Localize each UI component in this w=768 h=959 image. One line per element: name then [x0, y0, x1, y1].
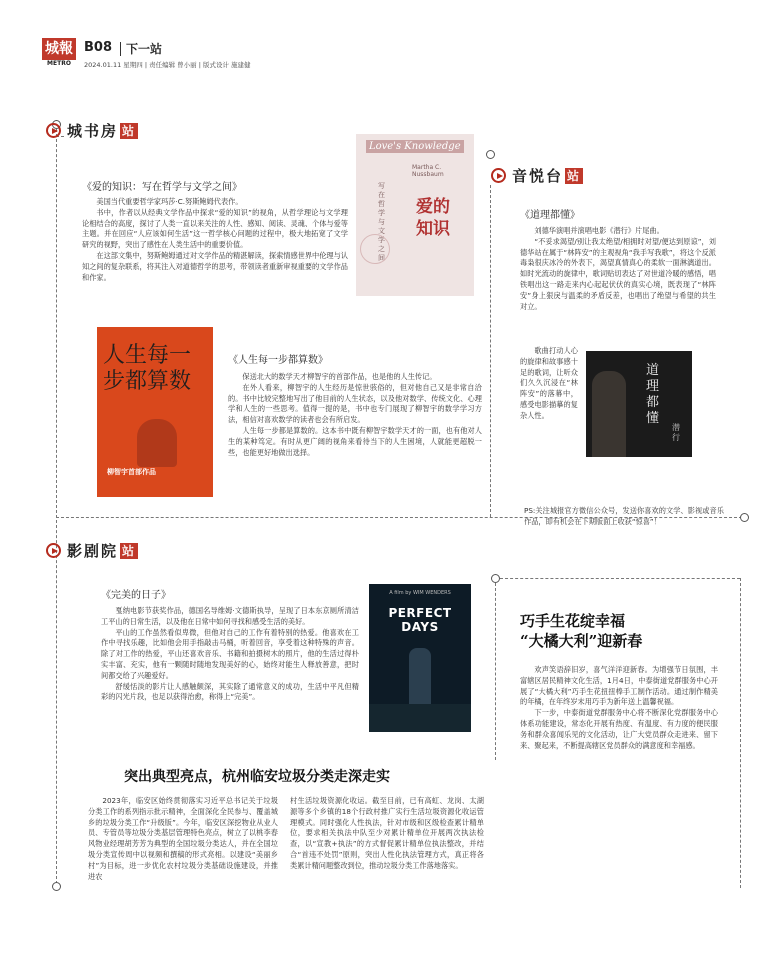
- divider-right-lower: [495, 578, 496, 760]
- arrow-icon: [491, 168, 506, 183]
- film-body: [101, 606, 359, 703]
- divider-news1-top: [500, 578, 740, 579]
- section-name: 下一站: [126, 42, 163, 56]
- masthead: [42, 38, 342, 74]
- logo: [42, 38, 76, 68]
- music-cover-figure: [592, 371, 626, 457]
- book1-cover-en: Love's Knowledge: [366, 140, 464, 153]
- music-paragraph: “不妥求渴望/别让我太绝望/相拥时对望/便达到原谅”，刘德华站在属于“林阵安”的主观视角“我手写我歌”，将这个反派毒枭很庆冰冷的外表下，渴望真情真心的柔软一面淋漓道出。如时光流动的旋律中，歌词贴切表达了对世道冷暖的感悟，唱铁唱出这一路走来内心起起伏伏的真实心境，既表现了“林阵安”身上狠戾与温柔的矛盾反差，也唱出了绝望与希望的共生对立。: [520, 236, 716, 311]
- page-number: B08: [84, 40, 112, 55]
- film-paragraph: 戛纳电影节获奖作品，德国名导维姆·文德斯执导，呈现了日本东京厕所清洁工平山的日常生活，以及他在日常中如何寻找和感受生活的美好。: [101, 606, 359, 626]
- book2-cover: [97, 327, 213, 497]
- arrow-icon: [46, 123, 61, 138]
- header-meta: 2024.01.11 星期四 | 责任编辑 曾小丽 | 版式设计 施建健: [84, 61, 251, 69]
- music-ps: PS:关注城报官方微信公众号，发送你喜欢的文学、影视或音乐作品，即有机会在下期版面上收获“惊喜”！: [524, 506, 724, 526]
- book1-cover-cn: 爱的知识: [416, 197, 450, 239]
- music-paragraph: 歌曲打动人心的旋律和故事感十足的歌词，让听众们久久沉浸在“林阵安”的落幕中，感受电影描摹的复杂人性。: [520, 346, 578, 420]
- divider-dot: [52, 882, 61, 891]
- music-cover-title: 道理都懂: [646, 363, 660, 426]
- divider-news1-right: [740, 578, 741, 888]
- book1-paragraph: 美国当代重要哲学家玛莎·C.努斯鲍姆代表作。: [96, 197, 243, 206]
- divider-dot: [740, 513, 749, 522]
- logo-cn: 城報: [42, 38, 76, 60]
- book2-paragraph: 保送北大的数学天才柳智宇的首部作品，也是他的人生传记。: [242, 372, 437, 381]
- book2-cover-title: 人生每一步都算数: [103, 343, 192, 394]
- film-poster-figure: [409, 648, 431, 708]
- news1-body: [520, 665, 718, 751]
- bookhouse-heading: [46, 120, 138, 141]
- news1-paragraph: 下一步，中泰街道党群服务中心将不断深化党群服务中心体系功能建设，常态化开展有热度、有温度、有力度的便民服务和群众喜闻乐见的文化活动，让广大党员群众走进来、留下来、聚起来，不断提高辖区党员群众的满意度和幸福感。: [520, 708, 718, 750]
- film-heading-text: 影剧院: [67, 542, 119, 560]
- news1-title-line1: 巧手生花绽幸福: [520, 612, 626, 630]
- music-heading-text: 音悦台: [512, 167, 564, 185]
- logo-en: METRO: [47, 60, 71, 67]
- film-poster-title: PERFECT DAYS: [388, 606, 452, 634]
- book1-cover-author: Martha C. Nussbaum: [412, 164, 444, 178]
- film-heading: [46, 540, 138, 561]
- divider-right-upper: [490, 185, 491, 517]
- music-heading: [491, 165, 583, 186]
- book1-body: [82, 197, 348, 283]
- divider-dot: [491, 574, 500, 583]
- news2-col2: [290, 796, 484, 872]
- book2-paragraph: 人生每一步都是算数的。这本书中既有柳智宇数学天才的一面，也有他对人生的某种笃定。有时从更广阔的视角来看待当下的人生困境，人就能更超脱一些，也能更好地做出选择。: [228, 425, 482, 457]
- divider-dot: [486, 150, 495, 159]
- film-poster-ground: [369, 704, 471, 732]
- book2-paragraph: 在外人看来，柳智宇的人生经历是惊世骇俗的，但对他自己又是非常自洽的。书中比较完整地写出了他目前的人生状态，以及他对数学、传统文化、心理学和人生的一些思考。值得一提的是，书中也专门展现了柳智宇的数学学习方法，相信对喜欢数学的读者也会有所启发。: [228, 382, 482, 425]
- book2-cover-photo: [137, 419, 177, 467]
- film-paragraph: 平山的工作虽然看似卑微，但他对自己的工作有着特别的热爱。他喜欢在工作中寻找乐趣，比如他会用手指敲击马桶，听着回音，享受着这种特殊的声音。除了对工作的热爱，平山还喜欢音乐、书籍和拍摄树木的照片，他的生活过得朴实丰富、充实，他有一颗随时随地发现美好的心，始终对能生人释放善意，把时间都交给了兴趣爱好。: [101, 627, 359, 680]
- music-body-top: [520, 226, 716, 312]
- news2-col1: [88, 796, 278, 882]
- music-title: 《道理都懂》: [520, 210, 580, 221]
- book1-cover-deco: [360, 234, 390, 264]
- book2-body: [228, 372, 482, 458]
- music-body-bottom: [520, 346, 578, 422]
- music-cover: [586, 351, 692, 457]
- music-cover-sub: 潜行: [672, 423, 680, 442]
- book1-paragraph: 书中，作者以从经典文学作品中探求“爱的知识”的视角，从哲学理论与文学理论相结合的高度，探讨了人类一直以来关注的人性、感知、阅读、灵魂、个体与爱等主题。并在回应“人应该如何生活”这一哲学核心问题的过程中，极大地拓宽了文学研究的视野，突出了感性在人类生活中的重要价值。: [82, 207, 348, 250]
- film-paragraph: 舒缓恬淡的影片让人感触颇深，其实除了通常意义的成功，生活中平凡但精彩的闪光片段，也足以获得治愈，称得上“完美”。: [101, 681, 359, 702]
- divider-left: [56, 124, 57, 884]
- book1-title: 《爱的知识：写在哲学与文学之间》: [82, 182, 242, 193]
- film-poster: [369, 584, 471, 732]
- news2-title: 突出典型亮点，杭州临安垃圾分类走深走实: [124, 769, 390, 785]
- news2-paragraph: 2023年，临安区始终贯彻落实习近平总书记关于垃圾分类工作的系列指示批示精神，全面深化全民参与、覆盖城乡的垃圾分类工作“升级版”。今年，临安区深挖物业从业人员、专管员等垃圾分类基层管理特色亮点，树立了以桃李春风物业经理胡芳芳为典型的全国垃圾分类达人，并在全国垃圾分类宣传周中以视频和撰稿的形式亮相。以建设“美丽乡村”为目标，进一步优化农村垃圾分类基础设施建设，并推进农: [88, 796, 278, 881]
- news2-paragraph: 村生活垃圾资源化收运。截至目前，已有高虹、龙岗、太湖源等多个乡镇的18个行政村推广实行生活垃圾资源化收运管理模式。同时强化人性执法，针对市级和区级检查累计精单位，要求相关执法中队至少对累计精单位开展两次执法检查，以“宣教+执法”的方式督促累计精单位执法整改，并结合“首违不处罚”原则，突出人性化执法管理方式，真正将各类累计精问题整改到位，推动垃圾分类工作落地落实。: [290, 796, 484, 870]
- book2-cover-sub: 柳智宇首部作品: [107, 468, 156, 476]
- film-stamp: 站: [122, 543, 137, 558]
- header-divider: [120, 42, 121, 56]
- music-stamp: 站: [567, 168, 582, 183]
- film-title: 《完美的日子》: [101, 590, 171, 601]
- film-poster-top: A film by WIM WENDERS: [389, 590, 451, 596]
- bookhouse-stamp: 站: [122, 123, 137, 138]
- arrow-icon: [46, 543, 61, 558]
- bookhouse-heading-text: 城书房: [67, 122, 119, 140]
- news1-title-line2: “大橘大利”迎新春: [520, 632, 643, 650]
- news1-paragraph: 欢声笑语辞旧岁，喜气洋洋迎新春。为增强节日氛围，丰富辖区居民精神文化生活，1月4日，中泰街道党群服务中心开展了“大橘大利”巧手生花扭扭棒手工制作活动。通过制作精美的年橘，在年终岁末用巧手为新年送上温馨祝福。: [520, 665, 718, 707]
- book1-cover: [356, 134, 474, 296]
- music-paragraph: 刘德华演唱并演唱电影《潜行》片尾曲。: [534, 226, 664, 235]
- book1-cover-side: 写在哲学与文学之间: [378, 182, 385, 262]
- book2-title: 《人生每一步都算数》: [228, 355, 328, 366]
- book1-paragraph: 在这部文集中，努斯鲍姆通过对文学作品的精湛解读，探索情感世界中伦理与认知之间的复杂联系，将其注入对道德哲学的思考，带领读者重新审视重要的文学作品和作家。: [82, 250, 348, 282]
